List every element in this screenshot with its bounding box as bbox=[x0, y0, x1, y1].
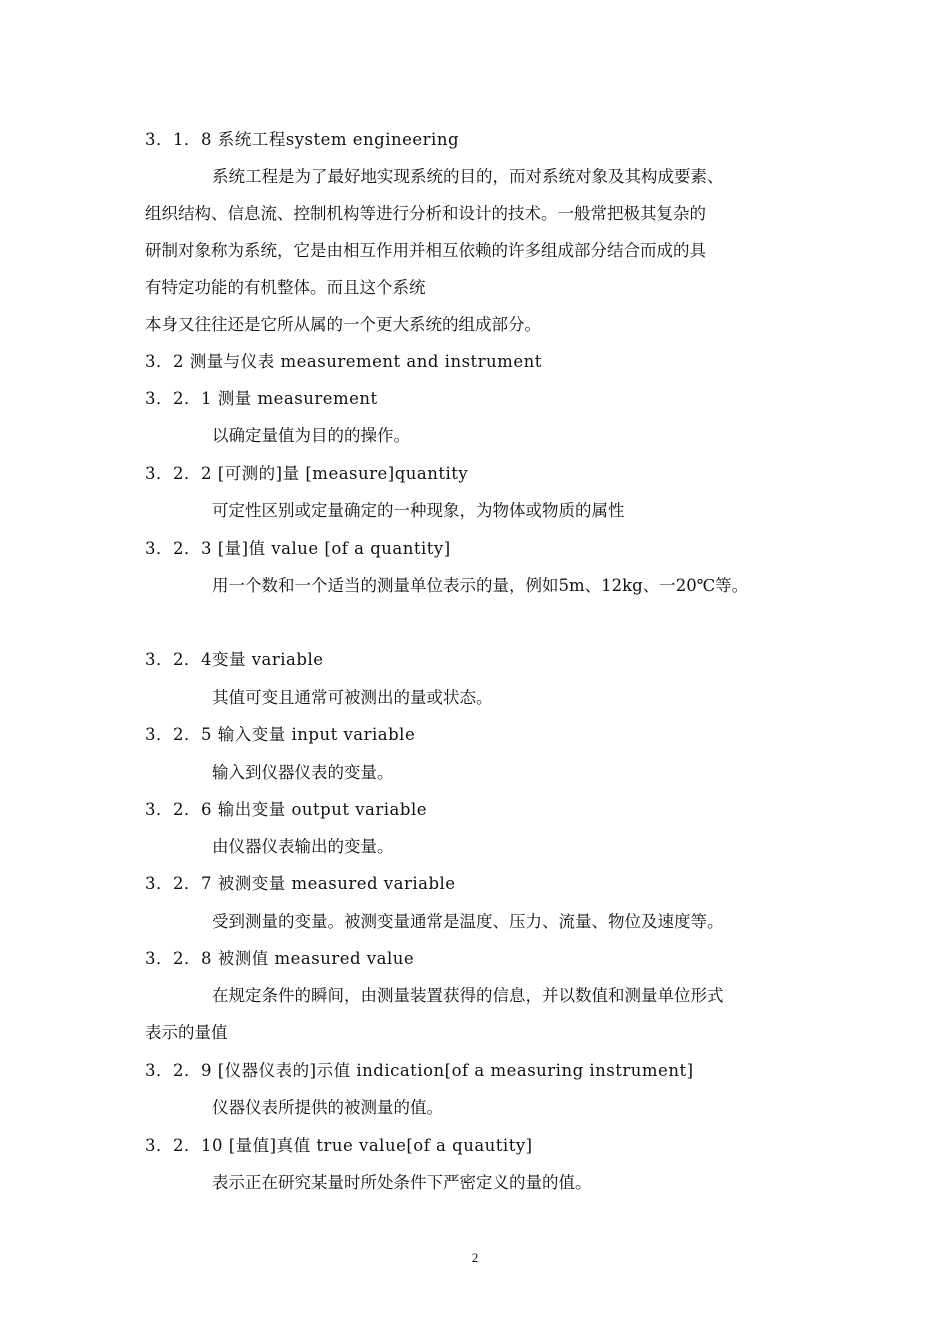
paragraph-line: 本身又往往还是它所从属的一个更大系统的组成部分。 bbox=[145, 315, 541, 334]
section-heading-3-2-8: 3．2．8 被测值 measured value bbox=[145, 949, 415, 968]
section-heading-3-2-7: 3．2．7 被测变量 measured variable bbox=[145, 874, 456, 893]
paragraph-line: 仪器仪表所提供的被测量的值。 bbox=[212, 1098, 443, 1117]
section-heading-3-1-8: 3．1．8 系统工程system engineering bbox=[145, 130, 460, 149]
paragraph-line: 表示的量值 bbox=[145, 1023, 228, 1042]
section-heading-3-2-4: 3．2．4变量 variable bbox=[145, 650, 324, 669]
section-heading-3-2-3: 3．2．3 [量]值 value [of a quantity] bbox=[145, 539, 451, 558]
paragraph-line: 以确定量值为目的的操作。 bbox=[212, 426, 410, 445]
section-heading-3-2-5: 3．2．5 输入变量 input variable bbox=[145, 725, 416, 744]
paragraph-line: 用一个数和一个适当的测量单位表示的量，例如5m、12kg、一20℃等。 bbox=[212, 576, 749, 595]
section-heading-3-2: 3．2 测量与仪表 measurement and instrument bbox=[145, 352, 542, 371]
paragraph-line: 系统工程是为了最好地实现系统的目的，而对系统对象及其构成要素、 bbox=[212, 167, 724, 186]
page-number: 2 bbox=[471, 1250, 479, 1265]
paragraph-line: 可定性区别或定量确定的一种现象，为物体或物质的属性 bbox=[212, 501, 625, 520]
paragraph-line: 在规定条件的瞬间，由测量装置获得的信息，并以数值和测量单位形式 bbox=[212, 986, 724, 1005]
section-heading-3-2-9: 3．2．9 [仪器仪表的]示值 indication[of a measuring instrument] bbox=[145, 1061, 694, 1080]
section-heading-3-2-2: 3．2．2 [可测的]量 [measure]quantity bbox=[145, 464, 469, 483]
paragraph-line: 受到测量的变量。被测变量通常是温度、压力、流量、物位及速度等。 bbox=[212, 912, 724, 931]
section-heading-3-2-6: 3．2．6 输出变量 output variable bbox=[145, 800, 428, 819]
paragraph-line: 组织结构、信息流、控制机构等进行分析和设计的技术。一般常把极其复杂的 bbox=[145, 204, 706, 223]
paragraph-line: 由仪器仪表输出的变量。 bbox=[212, 837, 394, 856]
paragraph-line: 表示正在研究某量时所处条件下严密定义的量的值。 bbox=[212, 1173, 592, 1192]
section-heading-3-2-10: 3．2．10 [量值]真值 true value[of a quautity] bbox=[145, 1136, 533, 1155]
paragraph-line: 研制对象称为系统，它是由相互作用并相互依赖的许多组成部分结合而成的具 bbox=[145, 241, 706, 260]
section-heading-3-2-1: 3．2．1 测量 measurement bbox=[145, 389, 378, 408]
paragraph-line: 其值可变且通常可被测出的量或状态。 bbox=[212, 688, 493, 707]
paragraph-line: 输入到仪器仪表的变量。 bbox=[212, 763, 394, 782]
paragraph-line: 有特定功能的有机整体。而且这个系统 bbox=[145, 278, 426, 297]
